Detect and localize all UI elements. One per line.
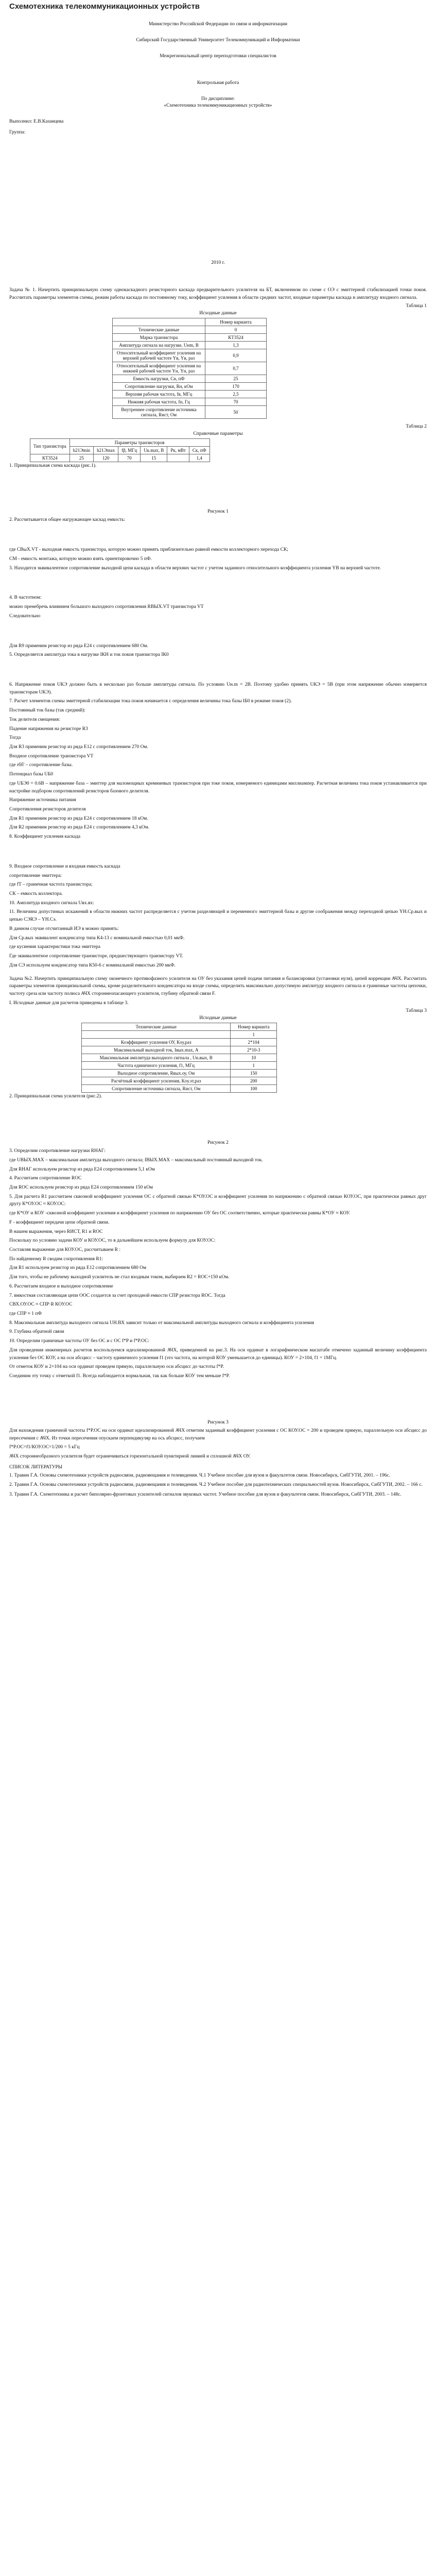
table-3-caption: Таблица 3 [406, 1008, 427, 1014]
table-cell: Емкость нагрузки, Сн, пФ [113, 375, 205, 382]
table-cell: Относительный коэффициент усиления на нижней рабочей частоте Yн, Yн, раз [113, 362, 205, 375]
table-cell: 25 [69, 454, 93, 462]
section-7: 7. Расчет элементов схемы эмиттерной стабилизации тока покоя начинается с определения величины тока базы IБ0 в режиме покоя (2). [9, 699, 292, 704]
table-cell: 70 [205, 398, 267, 405]
section-2-formula: где СВыХ.VT - выходная емкость транзистора, которую можно принять приблизительно равной емкости коллекторного перехода СК; [9, 547, 288, 553]
section-9: 9. Входное сопротивление и входная емкость каскада [9, 863, 120, 869]
literature-item: 3. Травин Г.А. Схемотехника и расчет биполярно-фронтовых усилителей сигналов звуковых частот. Учебное пособие для вузов и факультетов связи. Новосибирск, СибГУТИ, 2003. – 148с. [9, 1492, 402, 1498]
table-row [82, 1085, 277, 1093]
title-discipline: «Схемотехника телекоммуникационных устройств» [164, 103, 272, 109]
literature-item: 2. Травин Г.А. Основы схемотехники устройств радиосвязи, радиовещания и телевидения. Ч.2 Учебное пособие для радиотехнических специальностей вузов. Новосибирск, СибГУТИ, 2002. – 166 с. [9, 1482, 423, 1488]
table-row [82, 1070, 277, 1077]
table-cell: Параметры транзисторов [69, 438, 210, 446]
table-row [113, 349, 267, 362]
section-9-b: где fT – граничная частота транзистора; [9, 882, 93, 888]
table-row [82, 1077, 277, 1085]
table-cell: Максимальный выходной ток, Iвых.max, А [82, 1046, 231, 1054]
section-10: 10. Амплитуда входного сигнала Uвх.вх: [9, 900, 94, 906]
table-3 [81, 1023, 277, 1093]
section-9-a: сопротивление эмиттера: [9, 873, 62, 878]
section-4-text: можно пренебречь влиянием большого выходного сопротивления RВЫХ.VT транзистора VT [9, 604, 204, 610]
title-ministry: Министерство Российской Федерации по связи и информатизации [148, 22, 288, 27]
task-2-input: I. Исходные данные для расчетов приведены в таблице 3. [9, 1000, 129, 1006]
section-7-i: где UБЭ0 = 0.6В – напряжение база – эмиттер для маломощных кремниевых транзисторов при токе покоя, измеряемого единицами миллиампер. Расчетная величина тока покоя устанавливается при настройке подбором сопротивлений резисторов базового делителя. [9, 781, 427, 794]
table-row [113, 382, 267, 390]
section-11-a: В данном случае отсчитанный ИЭ в можно принять: [9, 926, 119, 931]
task-2-step-3: 3. Определим сопротивление нагрузки RНАГ: [9, 1148, 106, 1154]
section-7-m: Для R2 применим резистор из ряда Е24 с сопротивлением 4,3 кОм. [9, 825, 150, 831]
table-cell: Расчётный коэффициент усиления, Кoу.эт,раз [82, 1077, 231, 1085]
section-3: 3. Находится эквивалентное сопротивление выходной цепи каскада в области верхних частот с учетом заданного относительного коэффициента усиления YВ на верхней частоте. [9, 565, 381, 571]
table-cell: Максимальная амплитуда выходного сигнала , Uн.вых, В [82, 1054, 231, 1062]
task-2-step-10: 10. Определим граничные частоты ОУ без ОС и с ОС f*P и f*P.ОС: [9, 1338, 150, 1344]
table-cell: Тип транзистора [30, 438, 70, 454]
literature-title: СПИСОК ЛИТЕРАТУРЫ [9, 1464, 63, 1470]
task-2-step-10f: АЧХ стороннеобразного усилителя будет ограничиваться горизонтальной пунктирной линией и сплошной АЧХ ОУ. [9, 1453, 251, 1459]
section-2-cm: СМ - емкость монтажа, которую можно взять ориентировочно 5 пФ. [9, 556, 152, 562]
section-7-h: Потенциал базы UБ0 [9, 772, 54, 777]
table-cell: 0,9 [205, 349, 267, 362]
table-cell: 25 [205, 375, 267, 382]
table-cell: 15 [141, 454, 167, 462]
table-cell: Относительный коэффициент усиления на верхней рабочей частоте Yв, Yв, раз [113, 349, 205, 362]
table-2-title: Справочные параметры [193, 431, 243, 436]
table-row [82, 1023, 277, 1031]
table-cell [167, 454, 189, 462]
table-cell: h21Эmin [69, 446, 93, 454]
table-row [113, 390, 267, 398]
table-1-caption: Таблица 1 [406, 303, 427, 309]
task-2-step-9: 9. Глубина обратной связи [9, 1329, 64, 1335]
table-cell: 100 [231, 1085, 277, 1093]
table-cell: Внутреннее сопротивление источника сигнала, Rист, Ом [113, 405, 205, 418]
table-cell: Нижняя рабочая частота, fн, Гц [113, 398, 205, 405]
task-2-step-10c: Соединим эту точку с отметкой f1. Всегда наблюдается нормальная, так как больше КОУ тем меньше f*P. [9, 1374, 230, 1379]
table-row [30, 454, 210, 462]
table-row [113, 375, 267, 382]
table-row [113, 398, 267, 405]
formula-3 [9, 573, 427, 594]
section-7-b: Ток делителя смещения: [9, 717, 60, 722]
section-7-g: где rбб' – сопротивление базы. [9, 762, 73, 768]
table-cell [82, 1031, 231, 1039]
fig-2-caption: 2. Принципиальная схема усилителя (рис.2). [9, 1094, 102, 1099]
title-discipline-label: По дисциплине: [201, 96, 235, 102]
table-cell: Технические данные [82, 1023, 231, 1031]
section-5: 5. Определяется амплитуда тока в нагрузке IКН и ток покоя транзистора IК0 [9, 652, 169, 658]
table-row [82, 1054, 277, 1062]
task-2-step-7a: СВХ.ОУ.ОС ≈ СПР·R КОУ.ОС [9, 1302, 73, 1308]
table-2 [30, 438, 210, 462]
task-2-step-4: 4. Рассчитаем сопротивление ROC [9, 1176, 82, 1181]
task-2-step-3a: где UВЫХ.MAX – максимальная амплитуда выходного сигнала; IВЫХ.MAX – максимальный постоянный выходной ток. [9, 1157, 263, 1163]
table-cell: 1 [231, 1031, 277, 1039]
table-cell: 170 [205, 382, 267, 390]
fig-1-label: Рисунок 1 [207, 509, 229, 515]
figure-2-circuit [9, 1102, 427, 1138]
section-7-e: Для R3 применим резистор из ряда Е12 с сопротивлением 270 Ом. [9, 744, 148, 750]
title-group: Группа: [9, 129, 26, 135]
section-6: 6. Напряжение покоя UКЭ должно быть в несколько раз больше амплитуды сигнала. По условию Uн.m = 2В. Поэтому удобно принять UКЭ = 5В (при этом напряжение обычно измеряется транзисторам UКЭ). [9, 682, 427, 695]
section-9-c: CК – емкость коллектора. [9, 891, 63, 897]
table-cell: Выходное сопротивление, Rвых.оу, Ом [82, 1070, 231, 1077]
section-7-f: Входное сопротивление транзистора VT [9, 753, 94, 759]
table-row [82, 1062, 277, 1070]
table-cell: Сопротивление нагрузки, Rн, кОм [113, 382, 205, 390]
task-2-step-5a: где К*ОУ и КОУ -сквозной коэффициент усиления и коэффициент усиления по напряжению ОУ без ОС соответственно, которые практически равны К*ОУ ≈ КОУ. [9, 1211, 351, 1216]
title-work-type: Контрольная работа [197, 80, 239, 86]
table-cell: Сопротивление источника сигнала, Rист, Ом [82, 1085, 231, 1093]
table-cell: Частота единичного усиления, f1, МГц [82, 1062, 231, 1070]
section-4-res: Для R9 применим резистор из ряда Е24 с сопротивлением 680 Ом. [9, 643, 148, 649]
title-university: Сибирский Государственный Университет Телекоммуникаций и Информатики [136, 37, 300, 43]
section-11-d: Где эквивалентное сопротивление транзисторе, предшествующего транзистору VT. [9, 954, 183, 959]
table-row [113, 333, 267, 341]
fig-2-label: Рисунок 2 [207, 1140, 229, 1146]
section-7-d: Тогда [9, 735, 21, 741]
task-2-step-5b: F - коэффициент передачи цепи обратной связи. [9, 1219, 110, 1225]
task-2-step-4a: Для ROC используем резистор из ряда Е24 сопротивлением 150 кОм [9, 1184, 153, 1190]
title-author: Выполнил: Е.В.Казанцева [9, 118, 64, 124]
section-7-a: Постоянный ток базы (так средний): [9, 708, 85, 714]
table-cell: Номер варианта [231, 1023, 277, 1031]
table-cell: Верхняя рабочая частота, fв, МГц [113, 390, 205, 398]
task-2-step-10b: От отметок КОУ и 2×104 на оси ординат проведем прямую, параллельную оси абсцисс до частоты f*P. [9, 1364, 224, 1370]
task-2-step-5f: По найденному R сводим сопротивления R1: [9, 1256, 103, 1262]
task-2-step-5g: Для R1 используем резистор из ряда Е12 сопротивлением 680 Ом [9, 1265, 147, 1271]
task-2-step-5h: Для того, чтобы не рабочему выходной усилитель не стал входным током, выбираем R2 = ROC+150 кОм. [9, 1275, 230, 1280]
task-2-step-10d: Для нахождения граничной частоты f*P.ОС на оси ординат идеализированной АЧХ отметим заданный коэффициент усиления с ОС КОУ.ОС = 200 и проведем прямую, параллельную оси абсцисс до пересечения с АЧХ. Из точки пересечения опускаем перпендикуляр на ось абсцисс, получаем [9, 1428, 427, 1441]
section-11-c: где кусиения характеристики тока эмиттера [9, 944, 100, 950]
table-row [113, 341, 267, 349]
table-row [30, 438, 210, 446]
document-title: Схемотехника телекоммуникационных устройств [9, 2, 200, 11]
task-2-step-5: 5. Для расчета R1 рассчитаем сквозной коэффициент усиления ОС с обратной связью К*ОУ.ОС и коэффициент усиления по напряжению с обратной связью КОУ.ОС, при практически равных друг другу К*ОУ.ОС ≈ КОУ.ОС: [9, 1194, 427, 1207]
table-cell: Рк, мВт [167, 446, 189, 454]
task-2-text: Задача №2. Начертить принципиальную схему оконечного противофазного усилителя на ОУ без указания цепей подачи питания и балансировки (установки нуля), цепей коррекции АЧХ. Рассчитать параметры элементов принципиальной схемы, кроме разделительного конденсатора на входе схемы, определить максимально допустимую амплитуду входного сигнала и граничные частоты цепочки, частоту среза или частоту полюса АЧХ стороннеопасающего усилителя, глубину обратной связи F. [9, 976, 427, 996]
table-row [113, 405, 267, 418]
table-cell: Коэффициент усиления ОУ, Кoу,раз [82, 1039, 231, 1046]
task-2-step-8: 8. Максимальная амплитуда выходного сигнала UН.ВХ зависит только от максимальной амплитуды выходного сигнала и коэффициента усиления [9, 1320, 315, 1326]
table-cell: fβ, МГц [118, 446, 141, 454]
section-2: 2. Рассчитывается общее нагружающее каскад емкость: [9, 517, 126, 523]
table-row [113, 326, 267, 333]
table-cell: 70 [118, 454, 141, 462]
formula-8 [9, 842, 427, 863]
task-2-step-10e: f*P.ОС=f1/КОУ.ОС=1/200 = 5 кГц [9, 1445, 80, 1450]
table-cell: Ск, пФ [189, 446, 210, 454]
table-cell: 2*10-3 [231, 1046, 277, 1054]
formula-2 [9, 526, 427, 546]
table-cell: Марка транзистора [113, 333, 205, 341]
section-4-follow: Следовательно [9, 613, 41, 619]
task-2-step-6: 6. Рассчитаем входное и выходное сопротивление [9, 1283, 113, 1289]
section-11: 11. Величина допустимых искажений в области нижних частот распределяется с учетом разделяющей и переменного эмиттерной базы и другие соображения между переходной цепью YН.Ср.вых и цепью СЭRЭ – YН.Сэ. [9, 909, 427, 923]
table-cell: 0 [205, 326, 267, 333]
table-1-title: Исходные данные [199, 310, 237, 316]
task-2-step-7: 7. вмкостная составляющая цепи ООС создается за счет проходной емкости СПР резистора ROC. Тогда [9, 1293, 225, 1298]
fig-3-label: Рисунок 3 [207, 1419, 229, 1425]
formula-5 [9, 660, 427, 681]
table-cell [113, 318, 205, 326]
table-3-title: Исходные данные [199, 1015, 237, 1021]
title-year: 2010 г. [211, 260, 225, 265]
task-2-step-5c: В нашем выражения, через RИСТ, R1 и ROC [9, 1229, 103, 1234]
table-cell: Uк.max, В [141, 446, 167, 454]
table-cell: 0,7 [205, 362, 267, 375]
table-cell: КТ3524 [30, 454, 70, 462]
section-7-k: Сопротивления резисторов делителя [9, 807, 86, 812]
table-cell: 1,3 [205, 341, 267, 349]
table-cell: 2*104 [231, 1039, 277, 1046]
table-cell: 10 [231, 1054, 277, 1062]
task-2-step-3b: Для RНАГ используем резистор из ряда Е24 сопротивлением 5,1 кОм [9, 1166, 155, 1172]
table-cell: КТ3524 [205, 333, 267, 341]
table-cell: 150 [231, 1070, 277, 1077]
fig-1-caption: 1. Принципиальная схема каскада (рис.1). [9, 463, 97, 468]
section-8: 8. Коэффициент усиления каскада [9, 834, 81, 840]
formula-4 [9, 622, 427, 642]
section-7-c: Падение напряжения на резисторе R3 [9, 726, 88, 732]
table-1 [112, 318, 267, 419]
table-cell: Технические данные [113, 326, 205, 333]
table-cell: 1 [231, 1062, 277, 1070]
table-row [82, 1039, 277, 1046]
table-row [113, 318, 267, 326]
table-cell: 1,4 [189, 454, 210, 462]
table-cell: h21Эmax [94, 446, 118, 454]
section-7-l: Для R1 применим резистор из ряда Е24 с сопротивлением 18 кОм. [9, 816, 148, 821]
table-cell: 50 [205, 405, 267, 418]
section-11-e: Для СЭ используем конденсатор типа К50-6 с номинальной емкостью 200 мкФ. [9, 962, 176, 968]
task-2-step-5e: Составляя выражение для КОУ.ОС, рассчитываем R : [9, 1247, 120, 1252]
literature-item: 1. Травин Г.А. Основы схемотехники устройств радиосвязи, радиовещания и телевидения. Ч.1 Учебное пособие для вузов и факультетов связи. Новосибирск, СибГУТИ, 2001. – 196с. [9, 1472, 390, 1478]
table-cell: 200 [231, 1077, 277, 1085]
table-cell: Номер варианта [205, 318, 267, 326]
title-center: Межрегиональный центр переподготовки специалистов [160, 53, 276, 59]
task-2-step-5d: Поскольку по условию задачи КОУ и КОУ.ОС, то в дальнейшем используем формулу для КОУ.ОС: [9, 1238, 216, 1244]
table-cell: Амплитуда сигнала на нагрузке, Uнm, В [113, 341, 205, 349]
table-cell: 2,5 [205, 390, 267, 398]
section-7-j: Напряжение источника питания [9, 798, 76, 803]
table-cell: 120 [94, 454, 118, 462]
table-row [113, 362, 267, 375]
table-row [82, 1031, 277, 1039]
section-4: 4. В частотном: [9, 595, 42, 601]
task-1-text: Задача № 1. Начертить принципиальную схему однокаскадного резисторного каскада предварительного усилителя на БТ, включенном по схеме с ОЭ с эмиттерной стабилизацией точки покоя. Рассчитать параметры элементов схемы, режим работы каскада по постоянному току, коэффициент усиления в области средних частот, входные параметры каскада и амплитуду входного сигнала. [9, 287, 427, 301]
figure-1-circuit [9, 471, 427, 507]
task-2-step-10a: Для проведения инженерных расчетов воспользуемся идеализированной АЧХ, приведенной на рис.3. На оси ординат в логарифмическом масштабе отмечено заданный величину коэффициента усиления без ОС КОУ, а на оси абсцисс – частоту единичного усиления f1 (это частота, на которой КОУ уменьшается до единицы). КОУ = 2×104, f1 = 1МГц. [9, 1347, 427, 1361]
table-row [82, 1046, 277, 1054]
table-2-caption: Таблица 2 [406, 423, 427, 429]
task-2-step-7b: где СПР ≈ 1 пФ [9, 1311, 42, 1317]
section-11-b: Для Ср.вых эквивалент конденсатор типа К4-13 с номинальной емкостью 0,01 мкФ. [9, 935, 185, 941]
figure-3-afc [9, 1382, 427, 1418]
